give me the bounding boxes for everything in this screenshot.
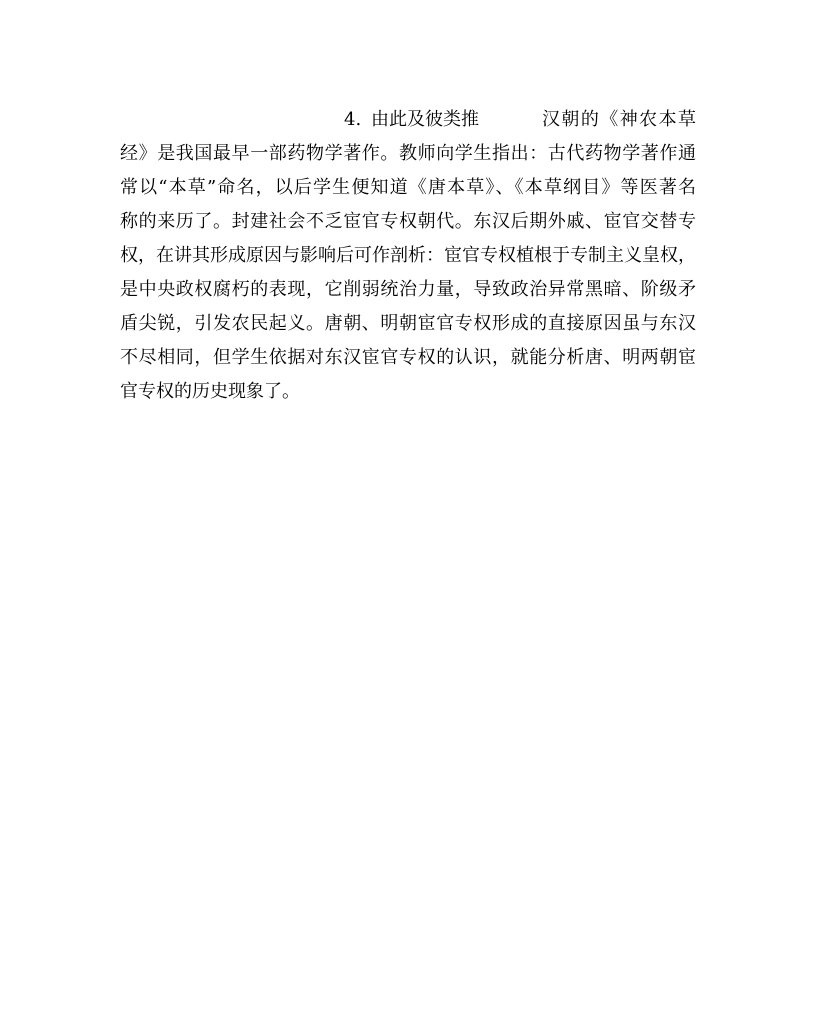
section-heading-line bbox=[120, 103, 696, 137]
paragraph-line: 称的来历了。封建社会不乏宦官专权朝代。东汉后期外戚、宦官交替专 bbox=[120, 211, 696, 232]
paragraph-line: 盾尖锐，引发农民起义。唐朝、明朝宦官专权形成的直接原因虽与东汉 bbox=[120, 313, 696, 334]
section-number: 4. bbox=[344, 109, 362, 130]
section-lead-text: 汉朝的《神农本草 bbox=[542, 109, 696, 130]
section-heading: 由此及彼类推 bbox=[371, 109, 479, 130]
paragraph-line: 经》是我国最早一部药物学著作。教师向学生指出：古代药物学著作通 bbox=[120, 143, 696, 164]
paragraph-line: 官专权的历史现象了。 bbox=[120, 381, 300, 402]
paragraph-line: 是中央政权腐朽的表现，它削弱统治力量，导致政治异常黑暗、阶级矛 bbox=[120, 279, 696, 300]
paragraph-line: 常以“本草”命名，以后学生便知道《唐本草》、《本草纲目》等医著名 bbox=[120, 177, 696, 198]
paragraph-line: 权，在讲其形成原因与影响后可作剖析：宦官专权植根于专制主义皇权， bbox=[120, 245, 696, 266]
body-text bbox=[120, 103, 696, 409]
paragraph-line: 不尽相同，但学生依据对东汉宦官专权的认识，就能分析唐、明两朝宦 bbox=[120, 347, 696, 368]
